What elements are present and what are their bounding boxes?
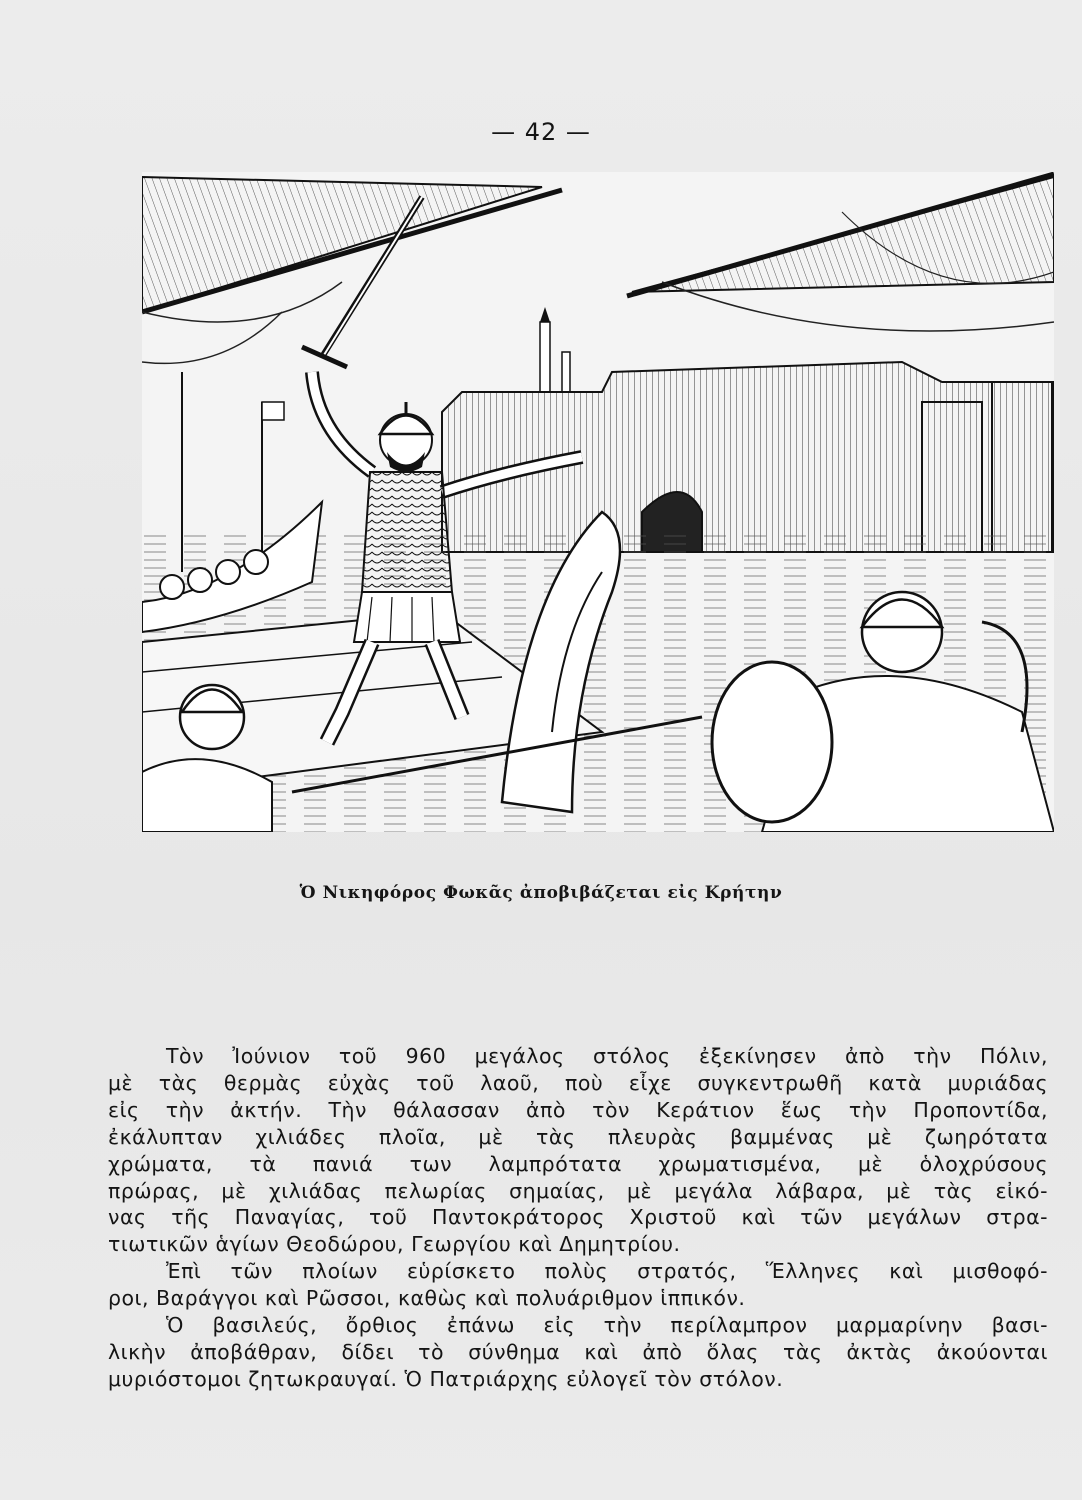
text-line: χρώματα, τὰ πανιά των λαμπρότατα χρωματισμένα, μὲ ὁλοχρύσους bbox=[108, 1151, 1048, 1176]
text-line: τιωτικῶν ἁγίων Θεοδώρου, Γεωργίου καὶ Δημητρίου. bbox=[108, 1232, 681, 1257]
text-line: μυριόστομοι ζητωκραυγαί. Ὁ Πατριάρχης εὐλογεῖ τὸν στόλον. bbox=[108, 1366, 784, 1391]
illustration-drawing bbox=[142, 172, 1054, 832]
text-line: πρώρας, μὲ χιλιάδας πελωρίας σημαίας, μὲ μεγάλα λάβαρα, μὲ τὰς εἰκό- bbox=[108, 1178, 1048, 1203]
text-line: Τὸν Ἰούνιον τοῦ 960 μεγάλος στόλος ἐξεκίνησεν ἀπὸ τὴν Πόλιν, bbox=[166, 1044, 1048, 1068]
text-line: λικὴν ἀποβάθραν, δίδει τὸ σύνθημα καὶ ἀπὸ ὅλας τὰς ἀκτὰς ἀκούονται bbox=[108, 1339, 1048, 1364]
text-line: ἐκάλυπταν χιλιάδες πλοῖα, μὲ τὰς πλευρὰς βαμμένας μὲ ζωηρότατα bbox=[108, 1124, 1048, 1149]
text-line: ροι, Βαράγγοι καὶ Ρῶσσοι, καθὼς καὶ πολυάριθμον ἱππικόν. bbox=[108, 1286, 746, 1311]
body-text bbox=[108, 1043, 1048, 1393]
page-number: — 42 — bbox=[491, 118, 591, 146]
text-line: Ὁ βασιλεύς, ὄρθιος ἐπάνω εἰς τὴν περίλαμπρον μαρμαρίνην βασι- bbox=[166, 1313, 1048, 1338]
text-line: Ἐπὶ τῶν πλοίων εὑρίσκετο πολὺς στρατός, Ἕλληνες καὶ μισθοφό- bbox=[166, 1259, 1048, 1284]
illustration-landing bbox=[142, 172, 1054, 832]
text-line: νας τῆς Παναγίας, τοῦ Παντοκράτορος Χριστοῦ καὶ τῶν μεγάλων στρα- bbox=[108, 1205, 1048, 1230]
illustration-caption: Ὁ Νικηφόρος Φωκᾶς ἀποβιβάζεται εἰς Κρήτην bbox=[299, 883, 783, 903]
text-line: μὲ τὰς θερμὰς εὐχὰς τοῦ λαοῦ, ποὺ εἶχε συγκεντρωθῆ κατὰ μυριάδας bbox=[108, 1070, 1048, 1095]
text-line: εἰς τὴν ἀκτήν. Τὴν θάλασσαν ἀπὸ τὸν Κεράτιον ἕως τὴν Προποντίδα, bbox=[108, 1097, 1048, 1122]
